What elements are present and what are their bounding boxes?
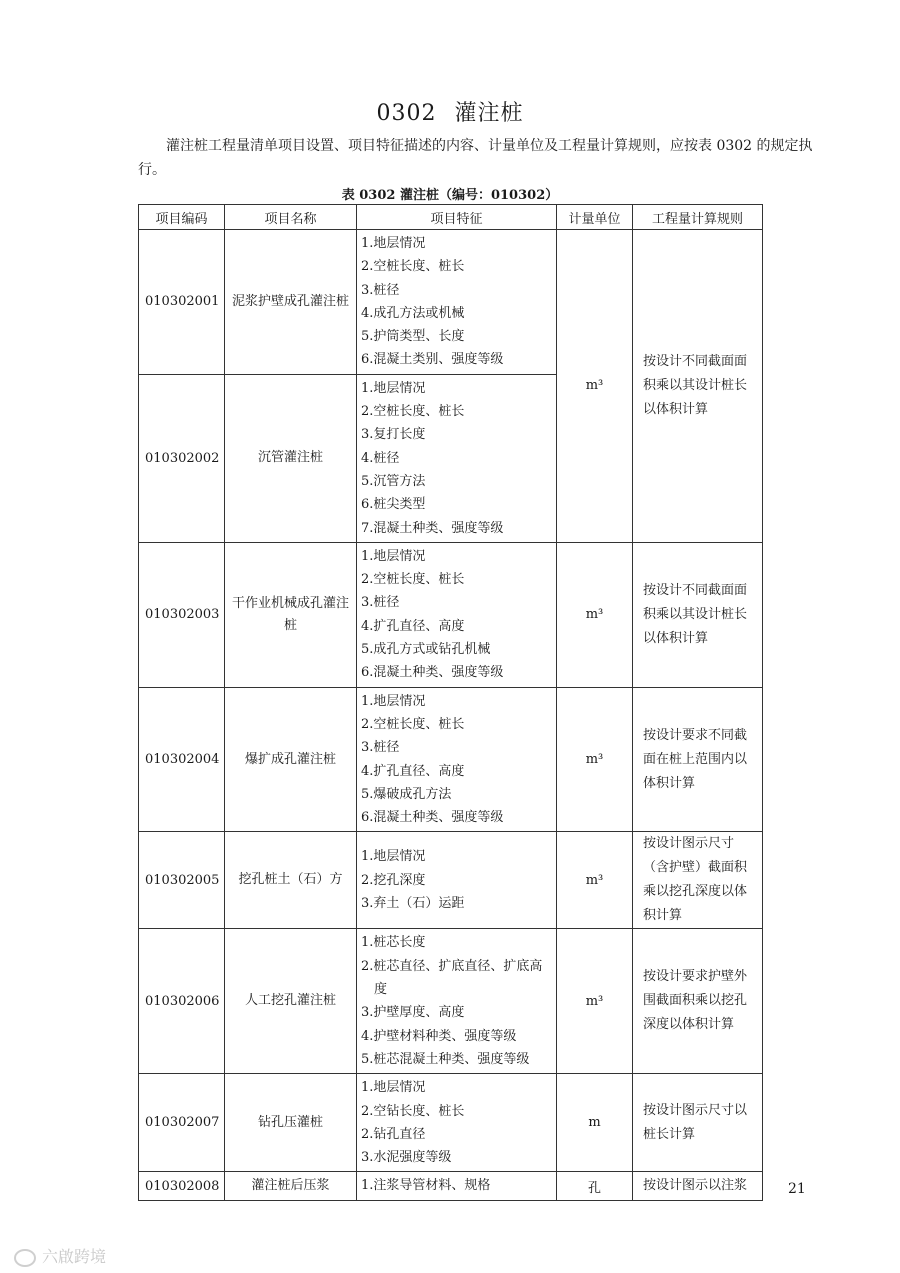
item-features	[357, 1074, 557, 1172]
item-unit: 孔	[557, 1172, 633, 1200]
feature-line: 1.注浆导管材料、规格	[361, 1178, 491, 1194]
feature-line: 2.钻孔直径	[361, 1126, 426, 1142]
item-name: 钻孔压灌桩	[225, 1074, 357, 1172]
feature-line: 5.护筒类型、长度	[361, 329, 465, 345]
intro-paragraph: 灌注桩工程量清单项目设置、项目特征描述的内容、计量单位及工程量计算规则，应按表 0302 的规定执行。	[138, 138, 813, 178]
item-features	[357, 687, 557, 832]
item-unit: m³	[557, 832, 633, 929]
table-row	[139, 832, 763, 929]
item-code: 010302008	[139, 1172, 225, 1200]
item-code: 010302003	[139, 542, 225, 687]
table-row	[139, 542, 763, 687]
table-row	[139, 230, 763, 375]
item-name: 爆扩成孔灌注桩	[225, 687, 357, 832]
feature-line: 1.地层情况	[361, 380, 426, 396]
item-name: 人工挖孔灌注桩	[225, 929, 357, 1074]
item-name: 灌注桩后压浆	[225, 1172, 357, 1200]
col-header-features: 项目特征	[357, 205, 557, 230]
item-unit: m³	[557, 230, 633, 543]
feature-line: 4.扩孔直径、高度	[361, 618, 465, 634]
item-unit: m³	[557, 687, 633, 832]
item-rule: 按设计不同截面面积乘以其设计桩长以体积计算	[633, 230, 763, 543]
feature-line: 6.混凝土种类、强度等级	[361, 665, 504, 681]
page-number: 21	[788, 1181, 806, 1197]
table-row	[139, 1074, 763, 1172]
item-code: 010302005	[139, 832, 225, 929]
feature-line: 3.水泥强度等级	[361, 1150, 452, 1166]
feature-line: 2.桩芯直径、扩底直径、扩底高度	[361, 958, 543, 998]
feature-line: 3.护壁厚度、高度	[361, 1005, 465, 1021]
item-unit: m³	[557, 929, 633, 1074]
table-row	[139, 687, 763, 832]
item-unit: m	[557, 1074, 633, 1172]
item-name: 挖孔桩土（石）方	[225, 832, 357, 929]
feature-line: 4.扩孔直径、高度	[361, 763, 465, 779]
feature-line: 3.桩径	[361, 282, 400, 298]
feature-line: 5.成孔方式或钻孔机械	[361, 642, 491, 658]
item-code: 010302006	[139, 929, 225, 1074]
feature-line: 3.复打长度	[361, 427, 426, 443]
item-code: 010302004	[139, 687, 225, 832]
feature-line: 1.地层情况	[361, 548, 426, 564]
item-features	[357, 832, 557, 929]
feature-line: 2.空钻长度、桩长	[361, 1103, 465, 1119]
feature-line: 1.地层情况	[361, 693, 426, 709]
feature-line: 2.挖孔深度	[361, 872, 426, 888]
feature-line: 1.桩芯长度	[361, 935, 426, 951]
item-code: 010302001	[139, 230, 225, 375]
feature-line: 3.弃土（石）运距	[361, 896, 465, 912]
feature-line: 2.空桩长度、桩长	[361, 716, 465, 732]
col-header-code: 项目编码	[139, 205, 225, 230]
item-name: 干作业机械成孔灌注桩	[225, 542, 357, 687]
watermark-text: 六啟跨境	[42, 1247, 107, 1266]
item-rule: 按设计不同截面面积乘以其设计桩长以体积计算	[633, 542, 763, 687]
feature-line: 2.空桩长度、桩长	[361, 572, 465, 588]
watermark	[14, 1244, 106, 1267]
item-name: 沉管灌注桩	[225, 374, 357, 542]
item-features	[357, 1172, 557, 1200]
item-code: 010302002	[139, 374, 225, 542]
item-code: 010302007	[139, 1074, 225, 1172]
item-rule: 按设计要求护壁外围截面积乘以挖孔深度以体积计算	[633, 929, 763, 1074]
item-features	[357, 374, 557, 542]
feature-line: 1.地层情况	[361, 849, 426, 865]
feature-line: 5.沉管方法	[361, 473, 426, 489]
feature-line: 4.桩径	[361, 450, 400, 466]
feature-line: 5.爆破成孔方法	[361, 786, 452, 802]
feature-line: 6.桩尖类型	[361, 497, 426, 513]
table-header-row	[139, 205, 763, 230]
item-features	[357, 542, 557, 687]
feature-line: 2.空桩长度、桩长	[361, 404, 465, 420]
item-rule: 按设计图示尺寸以桩长计算	[633, 1074, 763, 1172]
feature-line: 4.成孔方法或机械	[361, 305, 465, 321]
section-heading	[0, 96, 900, 127]
col-header-unit: 计量单位	[557, 205, 633, 230]
feature-line: 6.混凝土类别、强度等级	[361, 352, 504, 368]
col-header-rule: 工程量计算规则	[633, 205, 763, 230]
feature-line: 1.地层情况	[361, 1080, 426, 1096]
feature-line: 7.混凝土种类、强度等级	[361, 520, 504, 536]
col-header-name: 项目名称	[225, 205, 357, 230]
item-name: 泥浆护壁成孔灌注桩	[225, 230, 357, 375]
feature-line: 5.桩芯混凝土种类、强度等级	[361, 1051, 530, 1067]
item-unit: m³	[557, 542, 633, 687]
section-number: 0302	[376, 101, 437, 126]
item-features	[357, 230, 557, 375]
item-rule: 按设计图示以注浆	[633, 1172, 763, 1200]
watermark-logo-icon	[14, 1249, 36, 1267]
section-title: 灌注桩	[454, 101, 524, 126]
feature-line: 3.桩径	[361, 595, 400, 611]
feature-line: 3.桩径	[361, 740, 400, 756]
item-rule: 按设计要求不同截面在桩上范围内以体积计算	[633, 687, 763, 832]
feature-line: 2.空桩长度、桩长	[361, 259, 465, 275]
feature-line: 4.护壁材料种类、强度等级	[361, 1028, 517, 1044]
item-features	[357, 929, 557, 1074]
table-row	[139, 1172, 763, 1200]
table-caption: 表 0302 灌注桩（编号：010302）	[341, 188, 559, 203]
table-row	[139, 929, 763, 1074]
spec-table	[138, 204, 763, 1201]
item-rule: 按设计图示尺寸（含护壁）截面积乘以挖孔深度以体积计算	[633, 832, 763, 929]
feature-line: 1.地层情况	[361, 236, 426, 251]
feature-line: 6.混凝土种类、强度等级	[361, 810, 504, 826]
